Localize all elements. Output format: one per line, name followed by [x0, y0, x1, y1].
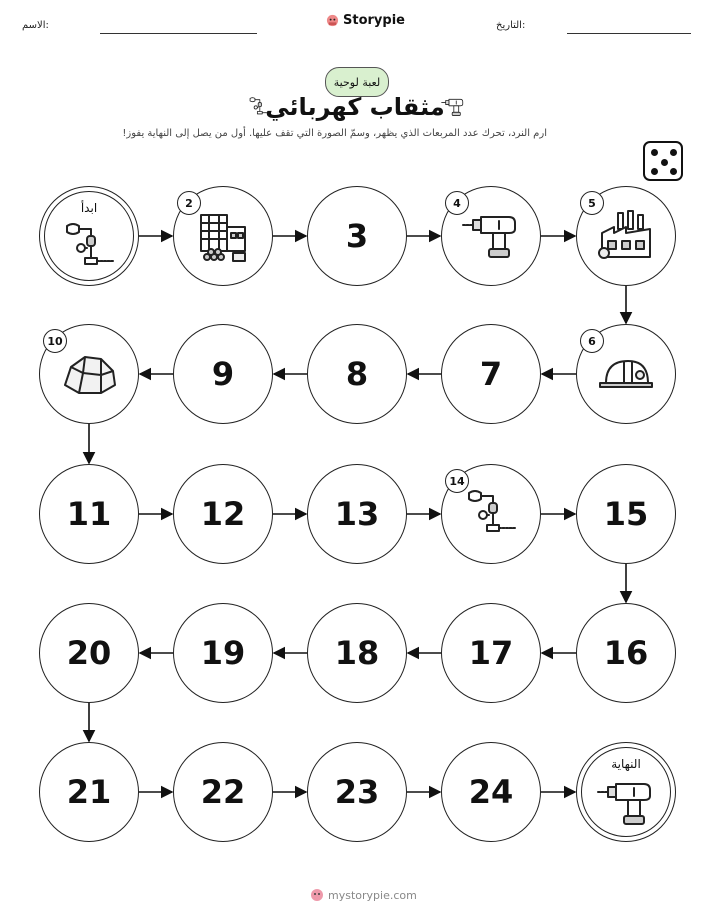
- page-title: مثقاب كهربائي: [265, 93, 445, 121]
- power-drill-icon: [594, 774, 658, 832]
- brand-name: Storypie: [343, 13, 405, 28]
- instructions: ارم النرد، تحرك عدد المربعات الذي يظهر، وسمّ الصورة التي تقف عليها. أول من يصل إلى النهاية يفوز!: [122, 128, 547, 139]
- board-cell-8: [307, 324, 407, 424]
- game-type-badge: لعبة لوحية: [325, 67, 389, 97]
- board-cell-22: [173, 742, 273, 842]
- start-label: ابدأ: [80, 201, 98, 215]
- board-cell-25: [576, 742, 676, 842]
- cell-number-badge: 4: [445, 191, 469, 215]
- board-cell-23: [307, 742, 407, 842]
- cell-number: 16: [603, 634, 649, 672]
- board-cell-17: [441, 603, 541, 703]
- cell-number: 17: [468, 634, 514, 672]
- rock-icon: [57, 345, 121, 403]
- cell-number-badge: 5: [580, 191, 604, 215]
- board-cell-10: [39, 324, 139, 424]
- cell-number-badge: 10: [43, 329, 67, 353]
- hand-drill-icon: [459, 485, 523, 543]
- board-cell-9: [173, 324, 273, 424]
- board-cell-19: [173, 603, 273, 703]
- hard-hat-icon: [594, 345, 658, 403]
- cell-number: 13: [334, 495, 380, 533]
- board-cell-11: [39, 464, 139, 564]
- cell-number: 15: [603, 495, 649, 533]
- name-label: الاسم:: [22, 20, 49, 31]
- cell-number: 21: [66, 773, 112, 811]
- cell-number: 23: [334, 773, 380, 811]
- cell-number-badge: 2: [177, 191, 201, 215]
- board-cell-12: [173, 464, 273, 564]
- cell-number: 3: [345, 217, 369, 255]
- date-label: التاريخ:: [496, 20, 526, 31]
- cell-number-badge: 14: [445, 469, 469, 493]
- board-cell-1: [39, 186, 139, 286]
- cell-number: 9: [211, 355, 235, 393]
- board-cell-4: [441, 186, 541, 286]
- cell-number-badge: 6: [580, 329, 604, 353]
- board-cell-14: [441, 464, 541, 564]
- cell-number: 7: [479, 355, 503, 393]
- cell-number: 19: [200, 634, 246, 672]
- storypie-logo-icon: [310, 888, 324, 902]
- cell-number: 12: [200, 495, 246, 533]
- board-cell-21: [39, 742, 139, 842]
- board-cell-2: [173, 186, 273, 286]
- cell-number: 24: [468, 773, 514, 811]
- board-cell-24: [441, 742, 541, 842]
- power-drill-icon: [459, 207, 523, 265]
- board-cell-15: [576, 464, 676, 564]
- footer-url[interactable]: mystorypie.com: [328, 888, 417, 902]
- board-cell-18: [307, 603, 407, 703]
- board-cell-16: [576, 603, 676, 703]
- cell-number: 11: [66, 495, 112, 533]
- board-cell-6: [576, 324, 676, 424]
- cell-number: 18: [334, 634, 380, 672]
- construction-site-icon: [191, 207, 255, 265]
- board-cell-3: [307, 186, 407, 286]
- factory-icon: [594, 207, 658, 265]
- cell-number: 22: [200, 773, 246, 811]
- footer: [310, 888, 417, 902]
- hand-drill-icon: [57, 218, 121, 276]
- board-cell-5: [576, 186, 676, 286]
- end-label: النهاية: [611, 757, 641, 771]
- board-cell-20: [39, 603, 139, 703]
- cell-number: 20: [66, 634, 112, 672]
- cell-number: 8: [345, 355, 369, 393]
- board-cell-13: [307, 464, 407, 564]
- board-cell-7: [441, 324, 541, 424]
